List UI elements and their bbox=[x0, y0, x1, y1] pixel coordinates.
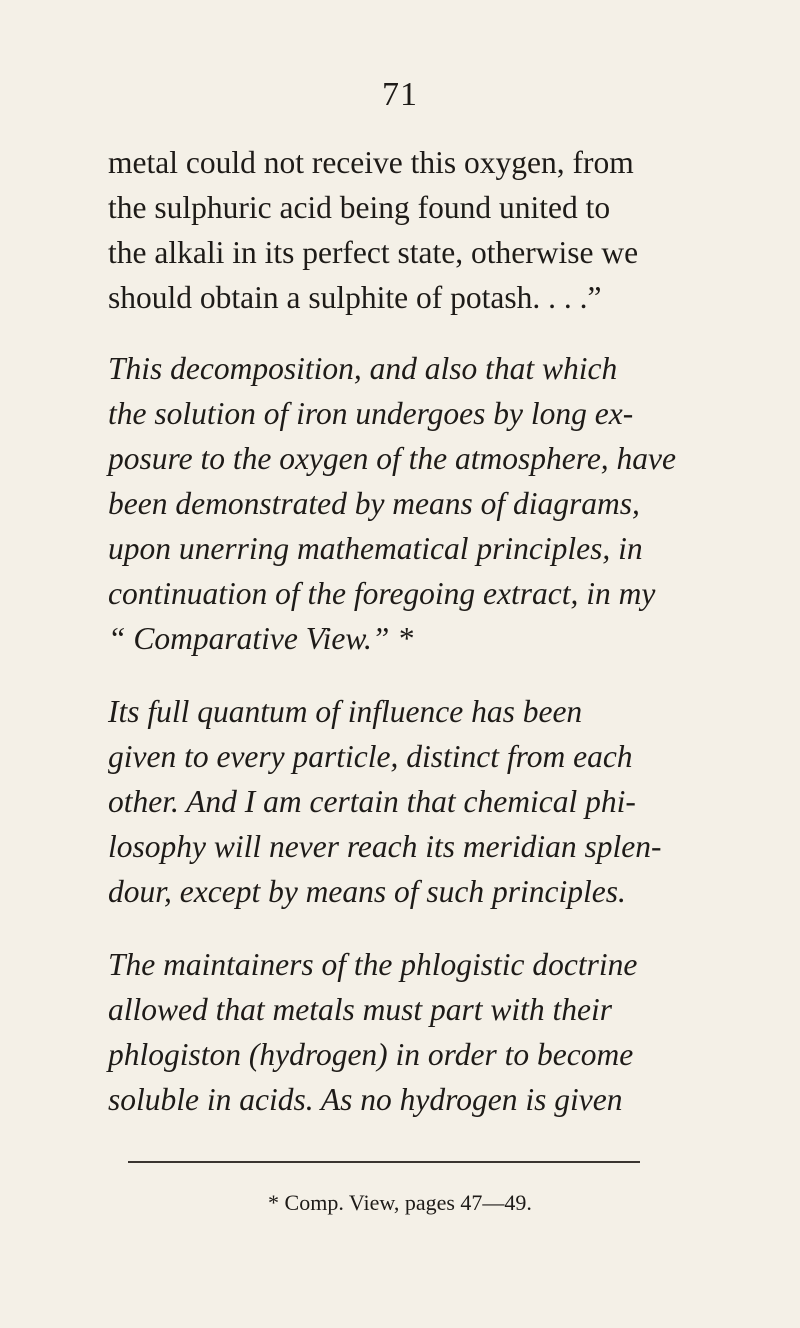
text-line: This decomposition, and also that which bbox=[108, 351, 618, 386]
text-line: given to every particle, distinct from each bbox=[108, 739, 633, 774]
text-line: Its full quantum of influence has been bbox=[108, 694, 583, 729]
text-line: other. And I am certain that chemical phi- bbox=[108, 784, 636, 819]
text-line: the sulphuric acid being found united to bbox=[108, 190, 611, 225]
text-line: The maintainers of the phlogistic doctrine bbox=[108, 947, 638, 982]
text-line: continuation of the foregoing extract, in my bbox=[108, 576, 656, 611]
text-line: phlogiston (hydrogen) in order to become bbox=[108, 1037, 634, 1072]
text-line: upon unerring mathematical principles, in bbox=[108, 531, 643, 566]
text-line: the solution of iron undergoes by long ex- bbox=[108, 396, 634, 431]
footnote: * Comp. View, pages 47—49. bbox=[268, 1190, 532, 1215]
text-line: “ Comparative View.” * bbox=[108, 621, 414, 656]
text-line: been demonstrated by means of diagrams, bbox=[108, 486, 640, 521]
text-line: losophy will never reach its meridian splen- bbox=[108, 829, 662, 864]
text-line: the alkali in its perfect state, otherwise we bbox=[108, 235, 639, 270]
footnote-divider bbox=[128, 1161, 640, 1163]
text-line: should obtain a sulphite of potash. . . .” bbox=[108, 280, 602, 315]
text-line: allowed that metals must part with their bbox=[108, 992, 613, 1027]
text-line: metal could not receive this oxygen, from bbox=[108, 145, 634, 180]
text-line: posure to the oxygen of the atmosphere, have bbox=[108, 441, 677, 476]
text-line: soluble in acids. As no hydrogen is given bbox=[108, 1082, 623, 1117]
page-number: 71 bbox=[382, 76, 418, 113]
text-line: dour, except by means of such principles. bbox=[108, 874, 626, 909]
